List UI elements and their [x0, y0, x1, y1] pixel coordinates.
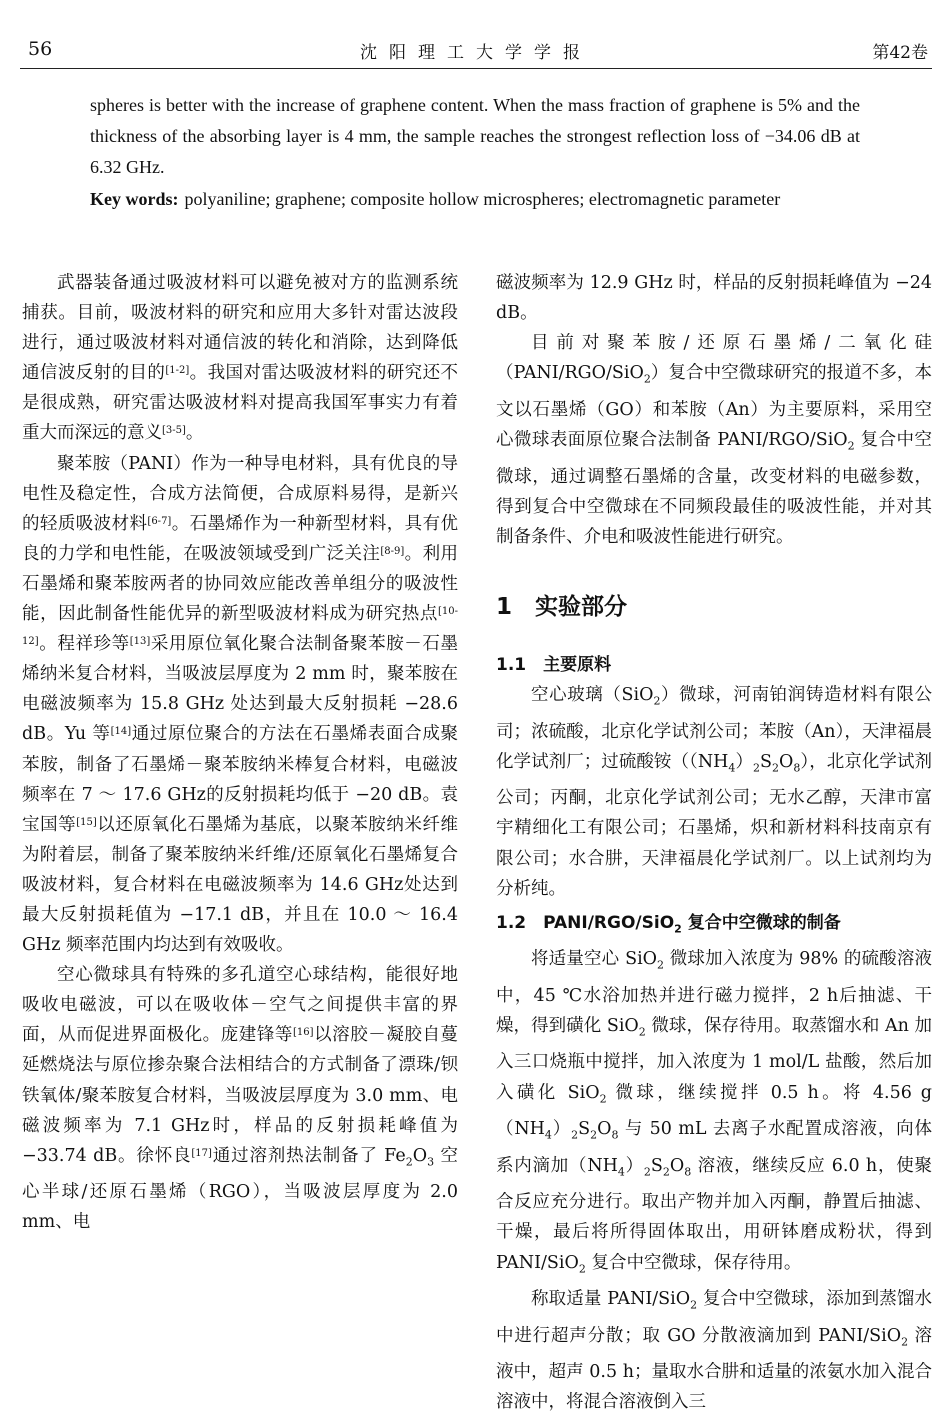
keywords-text: polyaniline; graphene; composite hollow microspheres; electromagnetic parameter	[184, 189, 781, 209]
citation: [3-5]	[162, 425, 186, 437]
section-heading: 1 实验部分	[496, 593, 628, 620]
citation: [15]	[76, 816, 97, 828]
abstract-block	[90, 90, 860, 215]
keywords-label: Key words:	[90, 189, 179, 209]
paragraph-objective: 目前对聚苯胺/还原石墨烯/二氧化硅（PANI/RGO/SiO$_2$）复合中空微球研究的报道不多，本文以石墨烯（GO）和苯胺（An）为主要原料，采用空心微球表面原位聚合法制备 PANI/RGO/SiO$_2$ 复合中空微球，通过调整石墨烯的含量，改变材料的电磁参数，得到复合中空微球在不同频段最佳的吸波性能，并对其制备条件、介电和吸波性能进行研究。	[496, 333, 933, 547]
volume-label: 第42卷	[872, 43, 928, 63]
citation: [13]	[129, 636, 151, 648]
citation: [14]	[110, 726, 132, 738]
paragraph-hollow: 空心微球具有特殊的多孔道空心球结构，能很好地吸收电磁波，可以在吸收体－空气之间提供丰富的界面，从而促进界面极化。庞建锋等[16]以溶胶－凝胶自蔓延燃烧法与原位掺杂聚合法相结合的方式制备了漂珠/钡铁氧体/聚苯胺复合材料，当吸波层厚度为 3.0 mm、电磁波频率为 7.1 GHz时，样品的反射损耗峰值为 −33.74 dB。徐怀良[17]通过溶剂热法制备了 $Fe_2O_3$ 空心半球/还原石墨烯（RGO），当吸波层厚度为 2.0 mm、电	[22, 965, 459, 1233]
citation: [16]	[292, 1027, 314, 1039]
header-rule	[20, 68, 932, 69]
citation: [1-2]	[165, 365, 190, 377]
page-number: 56	[28, 38, 53, 60]
citation: [10-12]	[22, 606, 458, 648]
subsection-heading-materials: 1.1 主要原料	[496, 654, 612, 675]
citation: [6-7]	[147, 515, 172, 527]
paragraph-continued: 磁波频率为 12.9 GHz 时，样品的反射损耗峰值为 −24 dB。	[496, 273, 932, 324]
abstract-text: spheres is better with the increase of graphene content. When the mass fraction of graphene is 5% and the thickness of the absorbing layer is 4 mm, the sample reaches the strongest reflection loss of −34.06 dB at 6.32 GHz.	[90, 95, 860, 177]
paragraph-materials: 空心玻璃（SiO$_2$）微球，河南铂润铸造材料有限公司；浓硫酸，北京化学试剂公司；苯胺（An），天津福晨化学试剂厂；过硫酸铵$((NH_4)_2S_2O_8)$，北京化学试剂公司；丙酮，北京化学试剂公司；无水乙醇，天津市富宇精细化工有限公司；石墨烯，炽和新材料科技南京有限公司；水合肼，天津福晨化学试剂厂。以上试剂均为分析纯。	[496, 685, 933, 899]
running-header	[20, 30, 932, 70]
paragraph-reduction: 称取适量 PANI/SiO$_2$ 复合中空微球，添加到蒸馏水中进行超声分散；取 GO 分散液滴加到 PANI/SiO$_2$ 溶液中，超声 0.5 h；量取水合肼和适量的浓氨水加入混合溶液中，将混合溶液倒入三	[496, 1289, 932, 1413]
journal-title: 沈阳理工大学学报	[360, 43, 592, 63]
subsection-heading-preparation: 1.2 PANI/RGO/SiO$_2$ 复合中空微球的制备	[496, 912, 841, 936]
keywords-line	[90, 184, 860, 215]
right-column	[496, 268, 932, 1417]
paragraph-pani: 聚苯胺（PANI）作为一种导电材料，具有优良的导电性及稳定性，合成方法简便，合成原料易得，是新兴的轻质吸波材料[6-7]。石墨烯作为一种新型材料，具有优良的力学和电性能，在吸波领域受到广泛关注[8-9]。利用石墨烯和聚苯胺两者的协同效应能改善单组分的吸波性能，因此制备性能优异的新型吸波材料成为研究热点[10-12]。程祥珍等[13]采用原位氧化聚合法制备聚苯胺－石墨烯纳米复合材料，当吸波层厚度为 2 mm 时，聚苯胺在电磁波频率为 15.8 GHz 处达到最大反射损耗 −28.6 dB。Yu 等[14]通过原位聚合的方法在石墨烯表面合成聚苯胺，制备了石墨烯－聚苯胺纳米棒复合材料，电磁波频率在 7 ～ 17.6 GHz的反射损耗均低于 −20 dB。袁宝国等[15]以还原氧化石墨烯为基底，以聚苯胺纳米纤维为附着层，制备了聚苯胺纳米纤维/还原氧化石墨烯复合吸波材料，复合材料在电磁波频率为 14.6 GHz处达到最大反射损耗值为 −17.1 dB，并且在 10.0 ～ 16.4 GHz 频率范围内均达到有效吸收。	[22, 453, 459, 956]
paragraph-intro: 武器装备通过吸波材料可以避免被对方的监测系统捕获。目前，吸波材料的研究和应用大多针对雷达波段进行，通过吸波材料对通信波的转化和消除，达到降低通信波反射的目的[1-2]。我国对雷达吸波材料的研究还不是很成熟，研究雷达吸波材料对提高我国军事实力有着重大而深远的意义[3-5]。	[22, 273, 459, 444]
citation: [8-9]	[380, 545, 405, 557]
left-column	[22, 268, 458, 1238]
citation: [17]	[191, 1147, 212, 1159]
paragraph-preparation: 将适量空心 SiO$_2$ 微球加入浓度为 98% 的硫酸溶液中，45 ℃水浴加热并进行磁力搅拌，2 h后抽滤、干燥，得到磺化 SiO$_2$ 微球，保存待用。取蒸馏水和 An 加入三口烧瓶中搅拌，加入浓度为 1 mol/L 盐酸，然后加入磺化 SiO$_2$ 微球，继续搅拌 0.5 h。将 4.56 $g(NH_4)_2S_2O_8$ 与 50 mL 去离子水配置成溶液，向体系内滴加$(NH_4)_2S_2O_8$ 溶液，继续反应 6.0 h，使聚合反应充分进行。取出产物并加入丙酮，静置后抽滤、干燥，最后将所得固体取出，用研钵磨成粉状，得到 PANI/SiO$_2$ 复合中空微球，保存待用。	[496, 949, 933, 1276]
